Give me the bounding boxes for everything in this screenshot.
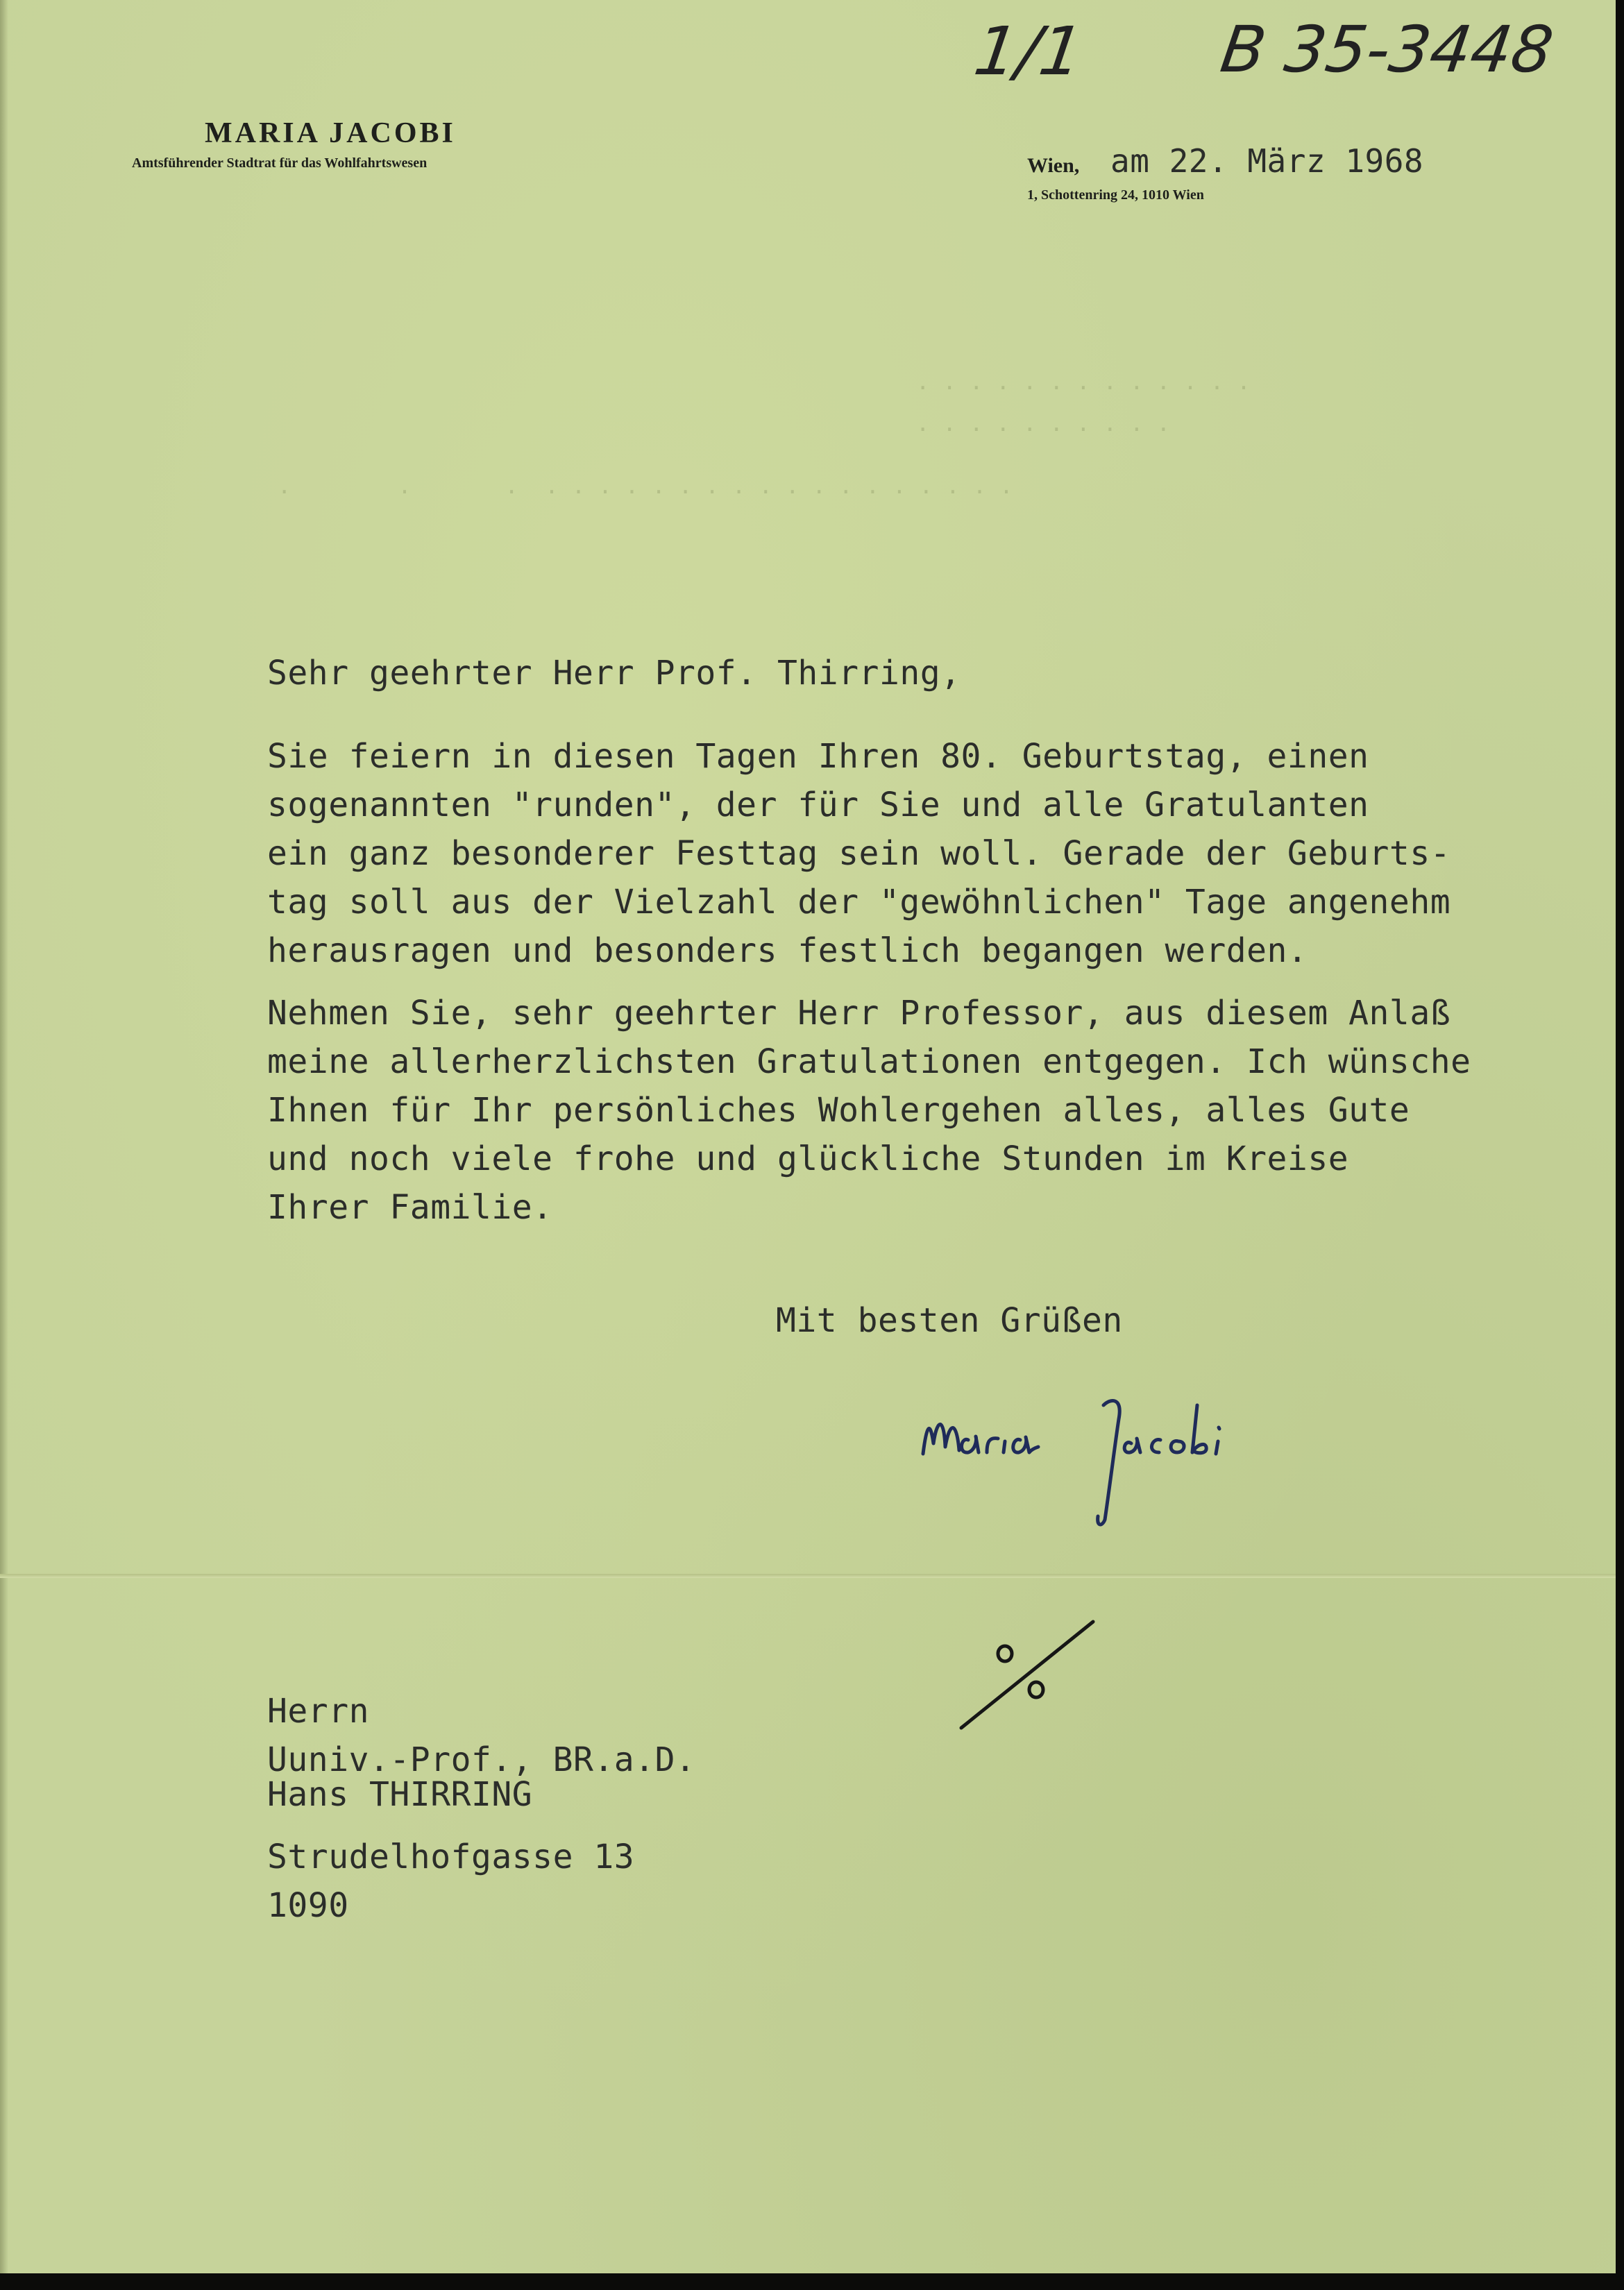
paragraph-2-line: meine allerherzlichsten Gratulationen entgegen. Ich wünsche — [267, 1042, 1471, 1081]
archive-signature-mark: B 35-3448 — [1216, 12, 1558, 87]
show-through-text: · · · · · · · · · · · · · · · · · · · · · — [278, 479, 1013, 505]
handwritten-percent-mark — [954, 1613, 1107, 1738]
recipient-postcode: 1090 — [267, 1886, 349, 1925]
show-through-text: · · · · · · · · · · — [916, 416, 1171, 443]
recipient-line: Herrn — [267, 1692, 369, 1731]
paragraph-1-line: herausragen und besonders festlich begangen werden. — [267, 931, 1308, 970]
letterhead-place: Wien, — [1027, 154, 1080, 177]
letterhead-title: Amtsführender Stadtrat für das Wohlfahrtswesen — [132, 155, 428, 171]
letterhead-address: 1, Schottenring 24, 1010 Wien — [1027, 187, 1204, 203]
recipient-street: Strudelhofgasse 13 — [267, 1838, 635, 1876]
paragraph-1-line: ein ganz besonderer Festtag sein woll. Gerade der Geburts- — [267, 834, 1451, 873]
recipient-line: Uuniv.-Prof., BR.a.D. — [267, 1740, 696, 1779]
salutation: Sehr geehrter Herr Prof. Thirring, — [267, 654, 961, 693]
letterhead-name: MARIA JACOBI — [205, 117, 456, 149]
paper-edge-shadow — [0, 0, 8, 2273]
paragraph-1-line: tag soll aus der Vielzahl der "gewöhnlichen" Tage angenehm — [267, 883, 1451, 922]
paragraph-2-line: Ihnen für Ihr persönliches Wohlergehen alles, alles Gute — [267, 1091, 1410, 1130]
paragraph-2-line: Nehmen Sie, sehr geehrter Herr Professor, aus diesem Anlaß — [267, 994, 1451, 1033]
paragraph-1-line: sogenannten "runden", der für Sie und alle Gratulanten — [267, 786, 1369, 824]
handwritten-signature — [902, 1377, 1291, 1537]
paragraph-2-line: und noch viele frohe und glückliche Stunden im Kreise — [267, 1139, 1349, 1178]
closing: Mit besten Grüßen — [776, 1301, 1123, 1340]
recipient-line: Hans THIRRING — [267, 1775, 533, 1814]
archive-folio-mark: 1/1 — [970, 12, 1088, 90]
paragraph-1-line: Sie feiern in diesen Tagen Ihren 80. Geburtstag, einen — [267, 737, 1369, 776]
show-through-text: · · · · · · · · · · · · · — [916, 375, 1251, 401]
paragraph-2-line: Ihrer Familie. — [267, 1188, 553, 1227]
paper-fold-line — [0, 1574, 1616, 1578]
letter-date: am 22. März 1968 — [1110, 142, 1424, 180]
